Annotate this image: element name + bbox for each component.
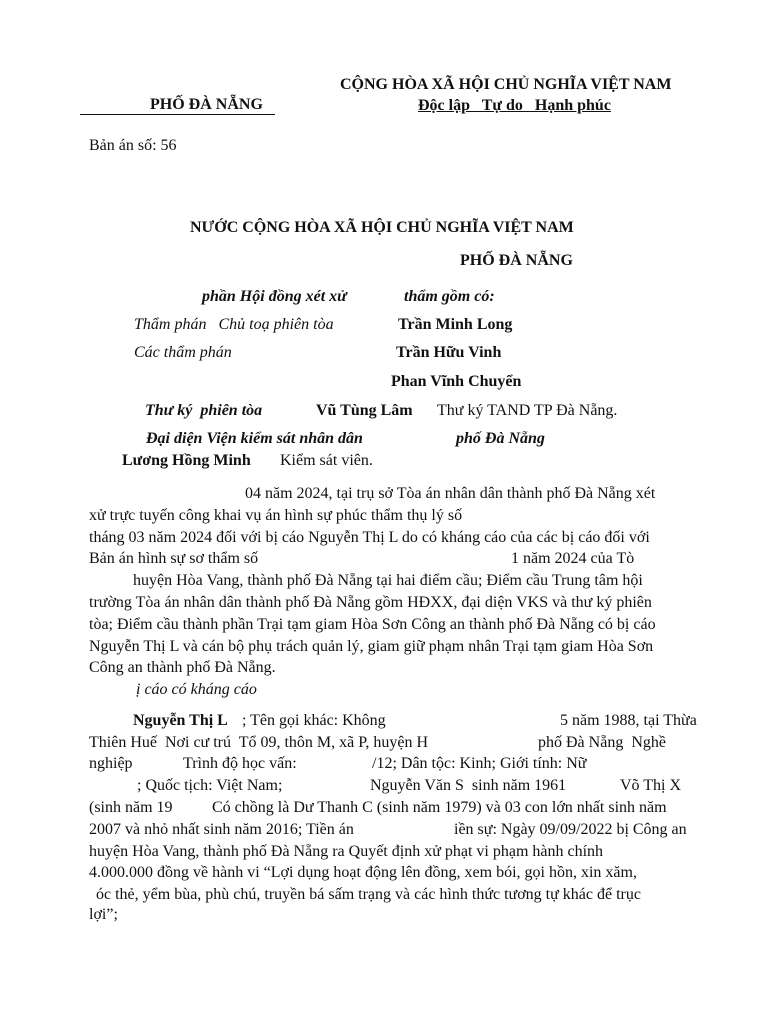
body-p1-line5: huyện Hòa Vang, thành phố Đà Nẵng tại hai điểm cầu; Điểm cầu Trung tâm hội [133,572,643,589]
body-p1-line6: trường Tòa án nhân dân thành phố Đà Nẵng gồm HĐXX, đại diện VKS và thư ký phiên [89,594,652,611]
procuracy-label: Đại diện Viện kiểm sát nhân dân [146,430,363,447]
defendant-line8: 4.000.000 đồng về hành vi “Lợi dụng hoạt động lên đồng, xem bói, gọi hồn, xin xăm, [89,864,637,881]
body-p1-line7: tòa; Điểm cầu thành phần Trại tạm giam Hòa Sơn Công an thành phố Đà Nẵng có bị cáo [89,616,656,633]
body-p1-line2: xử trực tuyến công khai vụ án hình sự phúc thẩm thụ lý số [89,507,463,524]
body-p1-line1: 04 năm 2024, tại trụ sở Tòa án nhân dân thành phố Đà Nẵng xét [245,485,656,502]
defendant-line5b: Có chồng là Dư Thanh C (sinh năm 1979) và 03 con lớn nhất sinh năm [212,799,667,816]
defendant-line7: huyện Hòa Vang, thành phố Đà Nẵng ra Quyết định xử phạt vi phạm hành chính [89,843,604,860]
defendant-line5a: (sinh năm 19 [89,799,173,816]
prosecutor-name: Lương Hồng Minh [122,452,251,469]
defendant-line3b: Trình độ học vấn: [183,755,297,772]
procuracy-city: phố Đà Nẵng [456,430,545,447]
defendant-line4b: Nguyễn Văn S sinh năm 1961 [370,777,567,794]
panel-heading-b: thẩm gồm có: [404,288,495,305]
defendant-line6b: iền sự: Ngày 09/09/2022 bị Công an [454,821,687,838]
presiding-judge-name: Trần Minh Long [398,316,513,333]
panel-heading-a: phần Hội đồng xét xử [202,288,347,305]
defendant-line1c: 5 năm 1988, tại Thừa [560,712,697,729]
body-p1-line8: Nguyễn Thị L và cán bộ phụ trách quản lý, giam giữ phạm nhân Trại tạm giam Hòa Sơn [89,638,654,655]
defendant-line1b: ; Tên gọi khác: Không [242,712,386,729]
defendant-line3c: /12; Dân tộc: Kinh; Giới tính: Nữ [372,755,587,772]
case-number: Bản án số: 56 [89,137,177,154]
defendant-line4a: ; Quốc tịch: Việt Nam; [137,777,283,794]
body-p1-line4b: 1 năm 2024 của Tò [511,550,635,567]
defendant-line2a: Thiên Huế Nơi cư trú Tổ 09, thôn M, xã P, huyện H [89,734,429,751]
clerk-label: Thư ký phiên tòa [145,402,263,419]
defendant-line9: óc thẻ, yểm bùa, phù chú, truyền bá sấm trạng và các hình thức tương tự khác để trục [96,886,641,903]
header-national-title: CỘNG HÒA XÃ HỘI CHỦ NGHĨA VIỆT NAM [340,76,672,93]
judge-name-2: Phan Vĩnh Chuyển [391,373,522,390]
judge-name-1: Trần Hữu Vinh [396,344,502,361]
header-left-org: PHỐ ĐÀ NẴNG [150,96,263,113]
defendant-name: Nguyễn Thị L [133,712,228,729]
body-p1-line4a: Bản án hình sự sơ thẩm số [89,550,259,567]
judges-label: Các thẩm phán [134,344,232,361]
doc-title-line1: NƯỚC CỘNG HÒA XÃ HỘI CHỦ NGHĨA VIỆT NAM [190,219,574,236]
clerk-title: Thư ký TAND TP Đà Nẵng. [437,402,618,419]
section-subheading: ị cáo có kháng cáo [136,681,257,698]
clerk-name: Vũ Tùng Lâm [316,402,413,419]
body-p1-line3: tháng 03 năm 2024 đối với bị cáo Nguyễn Thị L do có kháng cáo của các bị cáo đối với [89,529,650,546]
defendant-line6a: 2007 và nhỏ nhất sinh năm 2016; Tiền án [89,821,354,838]
defendant-line3a: nghiệp [89,755,133,772]
defendant-line2b: phố Đà Nẵng Nghề [538,734,666,751]
prosecutor-title: Kiểm sát viên. [280,452,373,469]
defendant-line4c: Võ Thị X [620,777,682,794]
defendant-line10: lợi”; [89,906,118,923]
doc-title-line2: PHỐ ĐÀ NẴNG [460,252,573,269]
header-motto: Độc lập Tự do Hạnh phúc [418,97,611,114]
body-p1-line9: Công an thành phố Đà Nẵng. [89,659,276,676]
presiding-judge-label: Thẩm phán Chủ toạ phiên tòa [134,316,334,333]
